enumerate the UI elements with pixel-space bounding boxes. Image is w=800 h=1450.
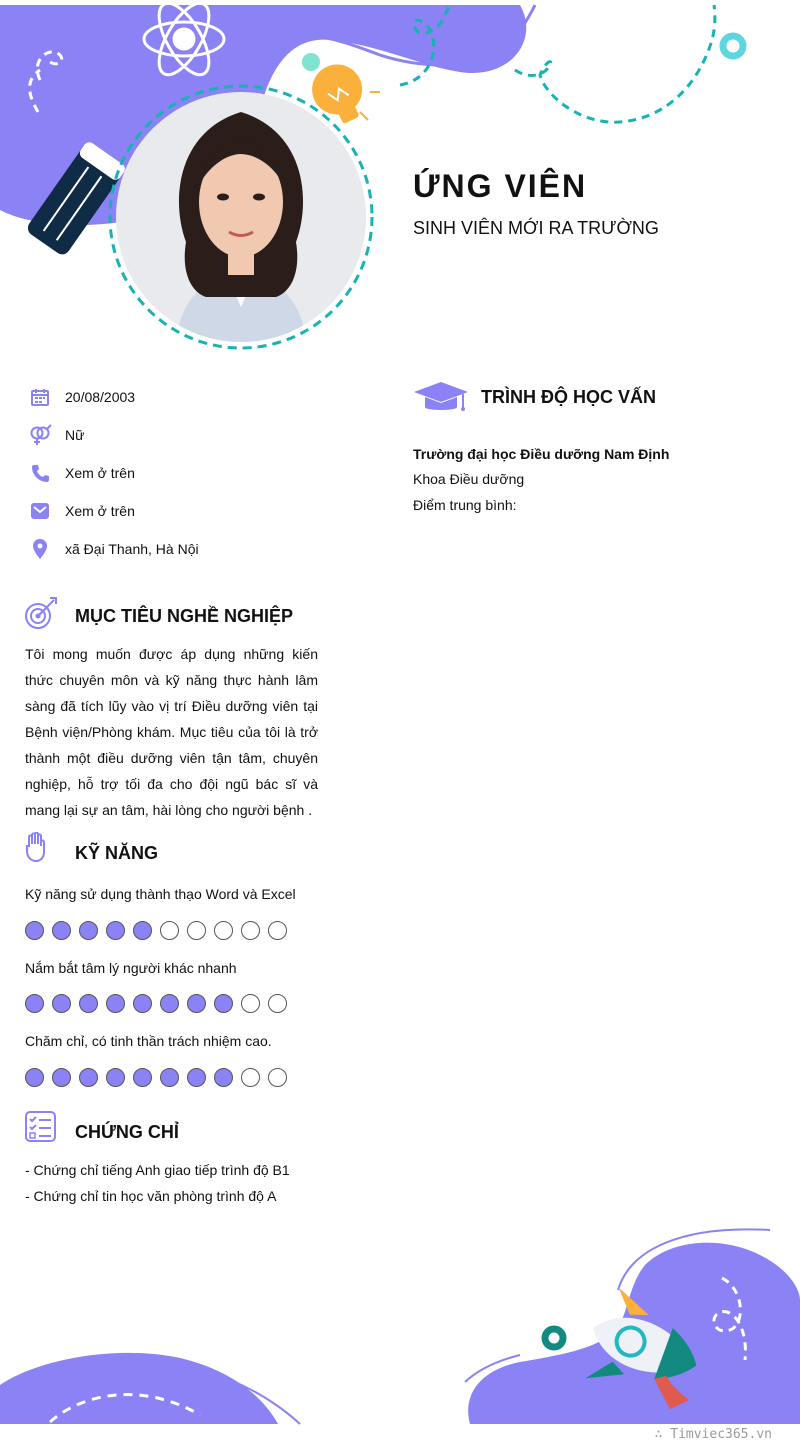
skill-dot-empty bbox=[268, 921, 287, 940]
phone-value: Xem ở trên bbox=[65, 465, 135, 481]
skill-dot-filled bbox=[160, 1068, 179, 1087]
skill-dot-empty bbox=[214, 921, 233, 940]
skill-dot-filled bbox=[79, 994, 98, 1013]
skill-dot-filled bbox=[133, 921, 152, 940]
skill-dot-filled bbox=[187, 1068, 206, 1087]
hand-icon bbox=[25, 832, 47, 867]
skill-rating bbox=[25, 921, 287, 940]
contact-row-birthday bbox=[28, 385, 135, 409]
skill-dot-filled bbox=[52, 921, 71, 940]
skill-dot-filled bbox=[52, 1068, 71, 1087]
phone-icon bbox=[28, 461, 52, 485]
skill-dot-filled bbox=[214, 994, 233, 1013]
skill-rating bbox=[25, 1068, 287, 1087]
skill-label: Kỹ năng sử dụng thành thạo Word và Excel bbox=[25, 886, 296, 902]
objective-text: Tôi mong muốn được áp dụng những kiến thức chuyên môn và kỹ năng thực hành lâm sàng đã tích lũy vào vị trí Điều dưỡng viên tại Bệnh viện/Phòng khám. Mục tiêu của tôi là trở thành một điều dưỡng viên tận tâm, chuyên nghiệp, hỗ trợ tối đa cho đội ngũ bác sĩ và mang lại sự an tâm, hài lòng cho người bệnh . bbox=[25, 646, 318, 818]
skill-dot-filled bbox=[133, 994, 152, 1013]
skill-dot-filled bbox=[133, 1068, 152, 1087]
target-icon bbox=[24, 596, 58, 635]
checklist-icon bbox=[25, 1111, 56, 1147]
skill-dot-filled bbox=[25, 994, 44, 1013]
calendar-icon bbox=[28, 385, 52, 409]
skill-label: Nắm bắt tâm lý người khác nhanh bbox=[25, 960, 237, 976]
certificate-item: - Chứng chỉ tiếng Anh giao tiếp trình độ B1 bbox=[25, 1162, 290, 1178]
rocket-icon bbox=[576, 1284, 717, 1414]
candidate-name: ỨNG VIÊN bbox=[413, 168, 588, 204]
profile-photo bbox=[116, 92, 366, 342]
address-value: xã Đại Thanh, Hà Nội bbox=[65, 541, 199, 557]
skill-dot-empty bbox=[241, 1068, 260, 1087]
email-value: Xem ở trên bbox=[65, 503, 135, 519]
objective-title: MỤC TIÊU NGHỀ NGHIỆP bbox=[75, 606, 294, 626]
certificates-title: CHỨNG CHỈ bbox=[75, 1122, 179, 1142]
skill-dot-filled bbox=[160, 994, 179, 1013]
skill-dot-empty bbox=[241, 921, 260, 940]
education-faculty: Khoa Điều dưỡng bbox=[413, 471, 525, 487]
header-decoration bbox=[0, 0, 800, 360]
skill-dot-empty bbox=[241, 994, 260, 1013]
certificate-item: - Chứng chỉ tin học văn phòng trình độ A bbox=[25, 1188, 277, 1204]
education-title: TRÌNH ĐỘ HỌC VẤN bbox=[481, 387, 656, 407]
education-school: Trường đại học Điều dưỡng Nam Định bbox=[413, 446, 670, 462]
contact-row-gender bbox=[28, 423, 84, 447]
skill-dot-filled bbox=[25, 1068, 44, 1087]
skill-dot-filled bbox=[79, 1068, 98, 1087]
skill-dot-filled bbox=[106, 1068, 125, 1087]
contact-row-phone bbox=[28, 461, 135, 485]
gender-value: Nữ bbox=[65, 427, 85, 443]
skill-dot-filled bbox=[52, 994, 71, 1013]
graduation-cap-icon bbox=[413, 380, 469, 419]
contact-row-email bbox=[28, 499, 135, 523]
skill-dot-filled bbox=[214, 1068, 233, 1087]
skill-dot-filled bbox=[79, 921, 98, 940]
education-gpa: Điểm trung bình: bbox=[413, 497, 517, 513]
contact-row-address bbox=[28, 537, 199, 561]
skill-dot-filled bbox=[106, 994, 125, 1013]
location-icon bbox=[28, 537, 52, 561]
email-icon bbox=[28, 499, 52, 523]
skill-dot-filled bbox=[187, 994, 206, 1013]
birthday-value: 20/08/2003 bbox=[65, 389, 136, 405]
skill-label: Chăm chỉ, có tinh thần trách nhiệm cao. bbox=[25, 1033, 272, 1049]
watermark: ∴ Timviec365.vn bbox=[654, 1427, 772, 1442]
skill-dot-empty bbox=[268, 994, 287, 1013]
skill-rating bbox=[25, 994, 287, 1013]
skill-dot-empty bbox=[187, 921, 206, 940]
skill-dot-empty bbox=[160, 921, 179, 940]
skill-dot-empty bbox=[268, 1068, 287, 1087]
skill-dot-filled bbox=[25, 921, 44, 940]
skills-title: KỸ NĂNG bbox=[75, 843, 159, 863]
gender-icon bbox=[28, 423, 52, 447]
candidate-title: SINH VIÊN MỚI RA TRƯỜNG bbox=[413, 218, 659, 238]
skill-dot-filled bbox=[106, 921, 125, 940]
